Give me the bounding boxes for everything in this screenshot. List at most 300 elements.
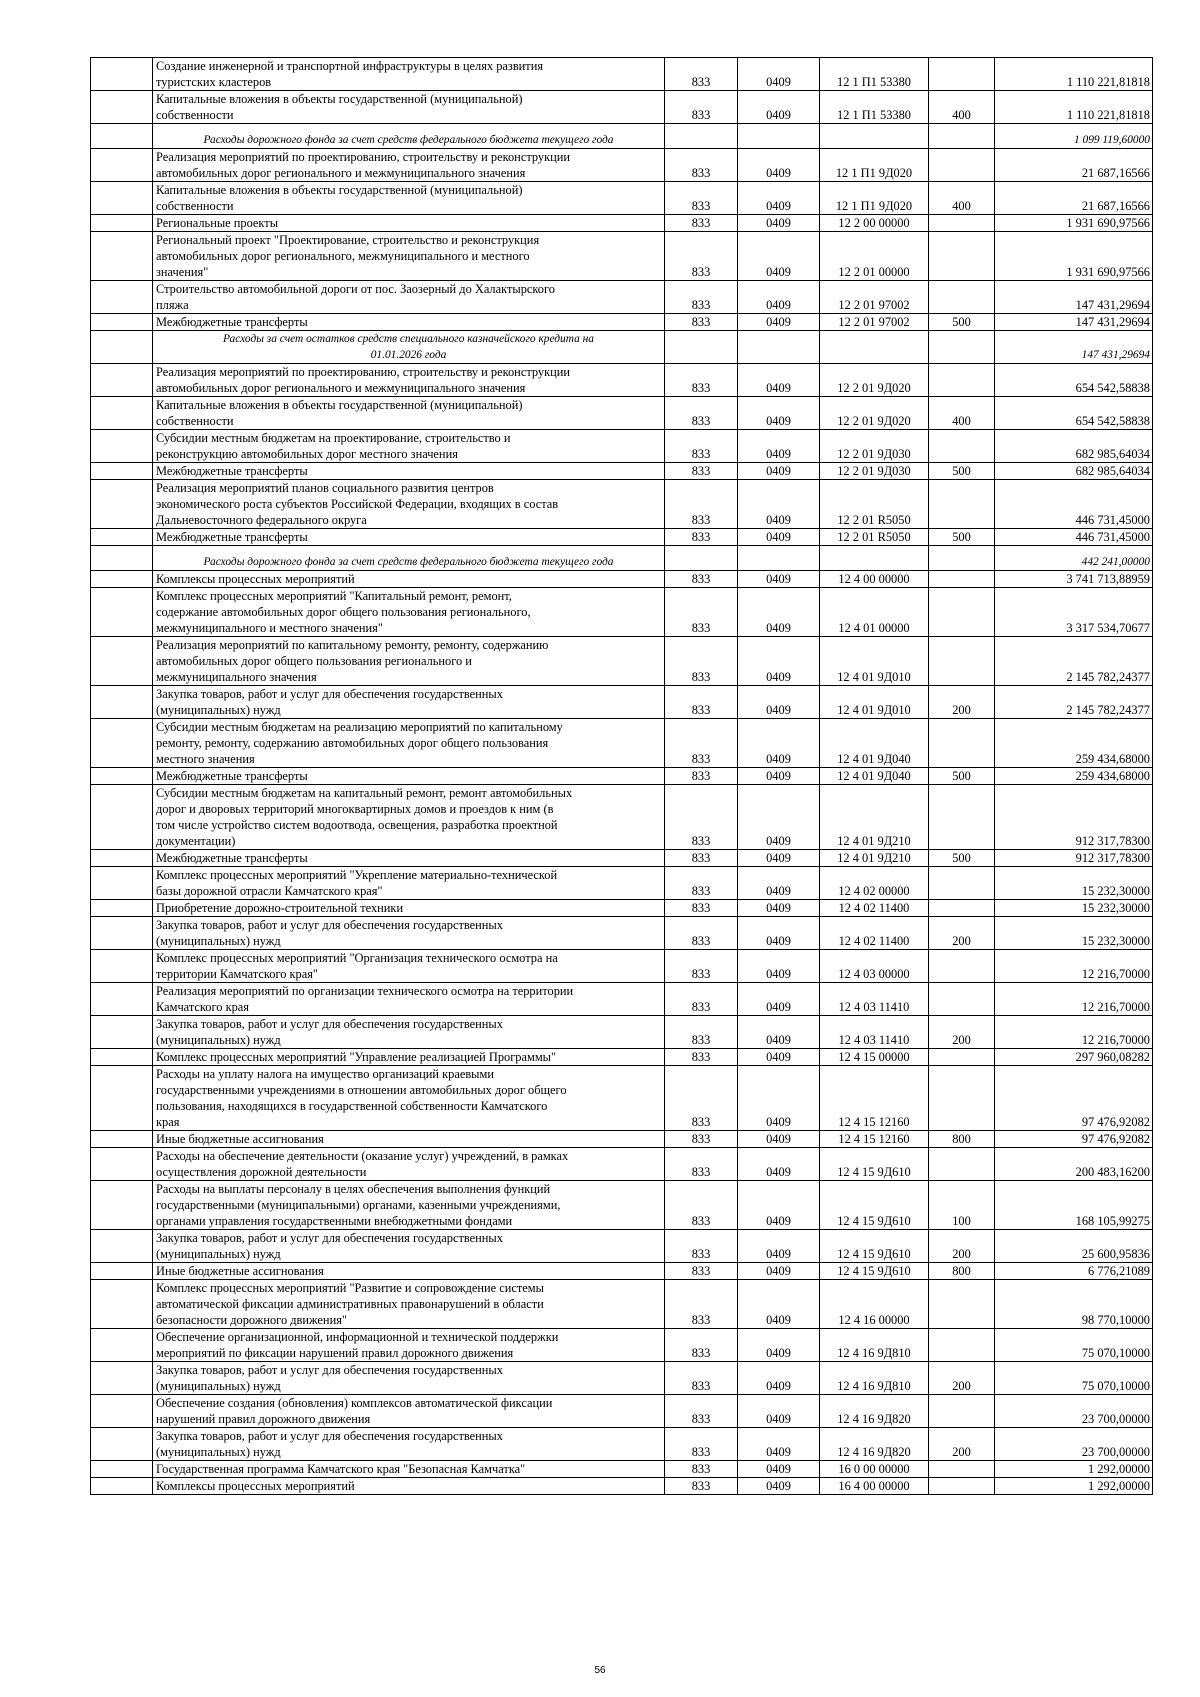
table-row — [91, 785, 1153, 850]
amount-cell: 1 931 690,97566 — [995, 215, 1153, 232]
target-article-cell: 12 4 03 11410 — [820, 1016, 929, 1049]
grbs-code-cell: 833 — [665, 900, 738, 917]
section-code-cell: 0409 — [738, 397, 820, 430]
section-code-cell: 0409 — [738, 1230, 820, 1263]
table-row — [91, 215, 1153, 232]
table-row — [91, 917, 1153, 950]
grbs-code-cell — [665, 331, 738, 364]
blank-cell — [91, 529, 153, 546]
section-code-cell: 0409 — [738, 182, 820, 215]
target-article-cell: 12 4 15 12160 — [820, 1066, 929, 1131]
table-row — [91, 58, 1153, 91]
blank-cell — [91, 232, 153, 281]
section-code-cell: 0409 — [738, 430, 820, 463]
blank-cell — [91, 1230, 153, 1263]
section-code-cell: 0409 — [738, 785, 820, 850]
expense-name-cell: Обеспечение создания (обновления) комплексов автоматической фиксации нарушений правил дорожного движения — [153, 1395, 665, 1428]
blank-cell — [91, 182, 153, 215]
target-article-cell: 12 4 15 00000 — [820, 1049, 929, 1066]
grbs-code-cell: 833 — [665, 917, 738, 950]
expense-name-cell: Субсидии местным бюджетам на проектирование, строительство и реконструкцию автомобильных дорог местного значения — [153, 430, 665, 463]
expense-name-cell: Обеспечение организационной, информационной и технической поддержки мероприятий по фиксации нарушений правил дорожного движения — [153, 1329, 665, 1362]
amount-cell: 15 232,30000 — [995, 917, 1153, 950]
table-row — [91, 719, 1153, 768]
expense-type-cell: 200 — [929, 1230, 995, 1263]
grbs-code-cell: 833 — [665, 571, 738, 588]
target-article-cell: 12 4 15 12160 — [820, 1131, 929, 1148]
target-article-cell: 12 4 15 9Д610 — [820, 1148, 929, 1181]
table-row — [91, 1016, 1153, 1049]
table-row — [91, 1362, 1153, 1395]
expense-type-cell — [929, 430, 995, 463]
amount-cell: 12 216,70000 — [995, 950, 1153, 983]
section-code-cell: 0409 — [738, 686, 820, 719]
amount-cell: 2 145 782,24377 — [995, 686, 1153, 719]
grbs-code-cell — [665, 546, 738, 571]
amount-cell: 15 232,30000 — [995, 900, 1153, 917]
expense-name-cell: Комплекс процессных мероприятий "Организация технического осмотра на территории Камчатского края" — [153, 950, 665, 983]
expense-type-cell: 200 — [929, 1016, 995, 1049]
grbs-code-cell — [665, 124, 738, 149]
blank-cell — [91, 917, 153, 950]
target-article-cell — [820, 331, 929, 364]
table-row — [91, 850, 1153, 867]
grbs-code-cell: 833 — [665, 397, 738, 430]
section-code-cell: 0409 — [738, 1428, 820, 1461]
section-code-cell: 0409 — [738, 1362, 820, 1395]
expense-name-cell: Реализация мероприятий по капитальному ремонту, ремонту, содержанию автомобильных дорог общего пользования регионального и межмуниципального значения — [153, 637, 665, 686]
expense-type-cell — [929, 950, 995, 983]
grbs-code-cell: 833 — [665, 1016, 738, 1049]
section-code-cell: 0409 — [738, 1016, 820, 1049]
target-article-cell: 12 4 16 9Д820 — [820, 1395, 929, 1428]
section-code-cell: 0409 — [738, 637, 820, 686]
amount-cell: 1 110 221,81818 — [995, 58, 1153, 91]
blank-cell — [91, 364, 153, 397]
blank-cell — [91, 571, 153, 588]
expense-type-cell — [929, 1461, 995, 1478]
target-article-cell: 12 4 16 9Д810 — [820, 1362, 929, 1395]
table-row — [91, 314, 1153, 331]
blank-cell — [91, 1148, 153, 1181]
expense-name-cell: Субсидии местным бюджетам на капитальный ремонт, ремонт автомобильных дорог и дворовых территорий многоквартирных домов и проездов к ним (в том числе устройство систем водоотвода, освещения, разработка проектной документации) — [153, 785, 665, 850]
expense-type-cell — [929, 232, 995, 281]
table-row — [91, 397, 1153, 430]
amount-cell: 1 292,00000 — [995, 1461, 1153, 1478]
amount-cell: 25 600,95836 — [995, 1230, 1153, 1263]
section-code-cell: 0409 — [738, 719, 820, 768]
expense-type-cell: 500 — [929, 463, 995, 480]
blank-cell — [91, 314, 153, 331]
expense-type-cell — [929, 331, 995, 364]
section-code-cell: 0409 — [738, 1148, 820, 1181]
section-code-cell: 0409 — [738, 91, 820, 124]
section-code-cell: 0409 — [738, 1049, 820, 1066]
grbs-code-cell: 833 — [665, 1362, 738, 1395]
section-code-cell: 0409 — [738, 281, 820, 314]
blank-cell — [91, 768, 153, 785]
amount-cell: 682 985,64034 — [995, 430, 1153, 463]
expense-name-cell: Межбюджетные трансферты — [153, 463, 665, 480]
expense-type-cell — [929, 480, 995, 529]
amount-cell: 147 431,29694 — [995, 281, 1153, 314]
expense-name-cell: Комплексы процессных мероприятий — [153, 1478, 665, 1495]
section-code-cell: 0409 — [738, 850, 820, 867]
expense-name-cell: Расходы на уплату налога на имущество организаций краевыми государственными учреждениями в отношении автомобильных дорог общего пользования, находящихся в государственной собственности Камчатского края — [153, 1066, 665, 1131]
table-row — [91, 463, 1153, 480]
target-article-cell: 12 4 03 00000 — [820, 950, 929, 983]
expense-type-cell — [929, 1049, 995, 1066]
amount-cell: 21 687,16566 — [995, 149, 1153, 182]
section-code-cell: 0409 — [738, 588, 820, 637]
table-row — [91, 281, 1153, 314]
expense-name-cell: Приобретение дорожно-строительной техники — [153, 900, 665, 917]
amount-cell: 446 731,45000 — [995, 480, 1153, 529]
expense-name-cell: Закупка товаров, работ и услуг для обеспечения государственных (муниципальных) нужд — [153, 1428, 665, 1461]
target-article-cell: 12 4 02 00000 — [820, 867, 929, 900]
expense-name-cell: Межбюджетные трансферты — [153, 529, 665, 546]
table-row — [91, 1230, 1153, 1263]
expense-type-cell: 200 — [929, 686, 995, 719]
expense-name-cell: Государственная программа Камчатского края "Безопасная Камчатка" — [153, 1461, 665, 1478]
amount-cell: 3 317 534,70677 — [995, 588, 1153, 637]
section-code-cell: 0409 — [738, 768, 820, 785]
blank-cell — [91, 983, 153, 1016]
grbs-code-cell: 833 — [665, 1181, 738, 1230]
target-article-cell: 12 4 02 11400 — [820, 917, 929, 950]
amount-cell: 12 216,70000 — [995, 1016, 1153, 1049]
blank-cell — [91, 900, 153, 917]
table-note-row — [91, 546, 1153, 571]
grbs-code-cell: 833 — [665, 58, 738, 91]
blank-cell — [91, 1016, 153, 1049]
table-row — [91, 1478, 1153, 1495]
grbs-code-cell: 833 — [665, 686, 738, 719]
expense-name-cell: Расходы на обеспечение деятельности (оказание услуг) учреждений, в рамках осуществления дорожной деятельности — [153, 1148, 665, 1181]
amount-cell: 98 770,10000 — [995, 1280, 1153, 1329]
table-note-row — [91, 124, 1153, 149]
grbs-code-cell: 833 — [665, 480, 738, 529]
expense-name-cell: Создание инженерной и транспортной инфраструктуры в целях развития туристских кластеров — [153, 58, 665, 91]
section-code-cell: 0409 — [738, 917, 820, 950]
grbs-code-cell: 833 — [665, 182, 738, 215]
target-article-cell: 12 2 01 97002 — [820, 281, 929, 314]
expense-name-cell: Закупка товаров, работ и услуг для обеспечения государственных (муниципальных) нужд — [153, 1016, 665, 1049]
expense-type-cell: 400 — [929, 182, 995, 215]
table-row — [91, 1181, 1153, 1230]
grbs-code-cell: 833 — [665, 232, 738, 281]
section-code-cell: 0409 — [738, 364, 820, 397]
section-code-cell: 0409 — [738, 58, 820, 91]
table-row — [91, 867, 1153, 900]
grbs-code-cell: 833 — [665, 983, 738, 1016]
target-article-cell: 12 4 16 9Д810 — [820, 1329, 929, 1362]
target-article-cell: 12 4 01 9Д210 — [820, 850, 929, 867]
expense-name-cell: Межбюджетные трансферты — [153, 768, 665, 785]
expense-name-cell: Региональный проект "Проектирование, строительство и реконструкция автомобильных дорог регионального, межмуниципального и местного значения" — [153, 232, 665, 281]
section-code-cell: 0409 — [738, 950, 820, 983]
target-article-cell: 16 4 00 00000 — [820, 1478, 929, 1495]
target-article-cell: 12 2 01 9Д020 — [820, 364, 929, 397]
blank-cell — [91, 1280, 153, 1329]
blank-cell — [91, 546, 153, 571]
section-code-cell: 0409 — [738, 983, 820, 1016]
amount-cell: 654 542,58838 — [995, 397, 1153, 430]
expense-name-cell: Закупка товаров, работ и услуг для обеспечения государственных (муниципальных) нужд — [153, 917, 665, 950]
expense-type-cell — [929, 1148, 995, 1181]
expense-type-cell: 800 — [929, 1263, 995, 1280]
expense-name-cell: Комплекс процессных мероприятий "Капитальный ремонт, ремонт, содержание автомобильных дорог общего пользования регионального, межмуниципального и местного значения" — [153, 588, 665, 637]
grbs-code-cell: 833 — [665, 950, 738, 983]
grbs-code-cell: 833 — [665, 637, 738, 686]
expense-name-cell: Строительство автомобильной дороги от пос. Заозерный до Халактырского пляжа — [153, 281, 665, 314]
grbs-code-cell: 833 — [665, 215, 738, 232]
section-code-cell — [738, 546, 820, 571]
target-article-cell: 12 2 01 97002 — [820, 314, 929, 331]
expense-name-cell: Реализация мероприятий планов социального развития центров экономического роста субъектов Российской Федерации, входящих в состав Дальневосточного федерального округа — [153, 480, 665, 529]
budget-table-body — [91, 58, 1153, 1495]
amount-cell: 3 741 713,88959 — [995, 571, 1153, 588]
target-article-cell: 12 2 00 00000 — [820, 215, 929, 232]
target-article-cell — [820, 124, 929, 149]
expense-name-cell: Закупка товаров, работ и услуг для обеспечения государственных (муниципальных) нужд — [153, 1230, 665, 1263]
expense-type-cell — [929, 281, 995, 314]
section-code-cell: 0409 — [738, 867, 820, 900]
target-article-cell: 12 4 01 9Д040 — [820, 719, 929, 768]
grbs-code-cell: 833 — [665, 91, 738, 124]
blank-cell — [91, 1329, 153, 1362]
amount-cell: 6 776,21089 — [995, 1263, 1153, 1280]
section-code-cell: 0409 — [738, 571, 820, 588]
grbs-code-cell: 833 — [665, 1461, 738, 1478]
budget-table — [90, 57, 1153, 1495]
section-code-cell: 0409 — [738, 463, 820, 480]
table-row — [91, 983, 1153, 1016]
grbs-code-cell: 833 — [665, 1131, 738, 1148]
target-article-cell: 12 4 15 9Д610 — [820, 1263, 929, 1280]
section-code-cell: 0409 — [738, 1329, 820, 1362]
target-article-cell: 12 2 01 9Д030 — [820, 463, 929, 480]
expense-name-cell: Межбюджетные трансферты — [153, 850, 665, 867]
section-code-cell: 0409 — [738, 1181, 820, 1230]
amount-cell: 259 434,68000 — [995, 768, 1153, 785]
expense-name-cell: Закупка товаров, работ и услуг для обеспечения государственных (муниципальных) нужд — [153, 686, 665, 719]
table-row — [91, 364, 1153, 397]
amount-cell: 442 241,00000 — [995, 546, 1153, 571]
amount-cell: 682 985,64034 — [995, 463, 1153, 480]
section-code-cell: 0409 — [738, 215, 820, 232]
expense-name-cell: Региональные проекты — [153, 215, 665, 232]
target-article-cell: 12 2 01 9Д020 — [820, 397, 929, 430]
grbs-code-cell: 833 — [665, 867, 738, 900]
blank-cell — [91, 91, 153, 124]
expense-type-cell — [929, 785, 995, 850]
expense-type-cell: 800 — [929, 1131, 995, 1148]
blank-cell — [91, 397, 153, 430]
expense-type-cell — [929, 364, 995, 397]
blank-cell — [91, 637, 153, 686]
blank-cell — [91, 1131, 153, 1148]
expense-type-cell — [929, 983, 995, 1016]
amount-cell: 12 216,70000 — [995, 983, 1153, 1016]
table-row — [91, 1395, 1153, 1428]
expense-name-cell: Иные бюджетные ассигнования — [153, 1131, 665, 1148]
expense-name-cell: Межбюджетные трансферты — [153, 314, 665, 331]
section-code-cell: 0409 — [738, 1478, 820, 1495]
grbs-code-cell: 833 — [665, 785, 738, 850]
expense-type-cell — [929, 1478, 995, 1495]
amount-cell: 1 292,00000 — [995, 1478, 1153, 1495]
expense-name-cell: Субсидии местным бюджетам на реализацию мероприятий по капитальному ремонту, ремонту, содержанию автомобильных дорог общего пользования местного значения — [153, 719, 665, 768]
blank-cell — [91, 1428, 153, 1461]
table-row — [91, 1428, 1153, 1461]
expense-type-cell — [929, 867, 995, 900]
expense-type-cell — [929, 1066, 995, 1131]
target-article-cell: 12 1 П1 9Д020 — [820, 149, 929, 182]
expense-type-cell — [929, 588, 995, 637]
section-code-cell: 0409 — [738, 529, 820, 546]
blank-cell — [91, 850, 153, 867]
grbs-code-cell: 833 — [665, 1066, 738, 1131]
grbs-code-cell: 833 — [665, 463, 738, 480]
blank-cell — [91, 480, 153, 529]
table-row — [91, 1066, 1153, 1131]
section-code-cell: 0409 — [738, 149, 820, 182]
expense-name-cell: Комплекс процессных мероприятий "Укрепление материально-технической базы дорожной отрасли Камчатского края" — [153, 867, 665, 900]
grbs-code-cell: 833 — [665, 1148, 738, 1181]
amount-cell: 97 476,92082 — [995, 1066, 1153, 1131]
blank-cell — [91, 1066, 153, 1131]
amount-cell: 1 099 119,60000 — [995, 124, 1153, 149]
table-note-row — [91, 331, 1153, 364]
blank-cell — [91, 950, 153, 983]
section-code-cell: 0409 — [738, 314, 820, 331]
grbs-code-cell: 833 — [665, 364, 738, 397]
blank-cell — [91, 124, 153, 149]
amount-cell: 912 317,78300 — [995, 850, 1153, 867]
section-code-cell: 0409 — [738, 900, 820, 917]
target-article-cell: 12 2 01 R5050 — [820, 529, 929, 546]
amount-cell: 200 483,16200 — [995, 1148, 1153, 1181]
expense-name-cell: Расходы дорожного фонда за счет средств федерального бюджета текущего года — [153, 124, 665, 149]
expense-name-cell: Иные бюджетные ассигнования — [153, 1263, 665, 1280]
expense-name-cell: Реализация мероприятий по проектированию, строительству и реконструкции автомобильных дорог регионального и межмуниципального значения — [153, 149, 665, 182]
expense-name-cell: Реализация мероприятий по проектированию, строительству и реконструкции автомобильных дорог регионального и межмуниципального значения — [153, 364, 665, 397]
expense-type-cell — [929, 1395, 995, 1428]
blank-cell — [91, 686, 153, 719]
table-row — [91, 149, 1153, 182]
grbs-code-cell: 833 — [665, 768, 738, 785]
section-code-cell: 0409 — [738, 1131, 820, 1148]
table-row — [91, 1280, 1153, 1329]
blank-cell — [91, 463, 153, 480]
target-article-cell: 12 4 00 00000 — [820, 571, 929, 588]
expense-name-cell: Капитальные вложения в объекты государственной (муниципальной) собственности — [153, 397, 665, 430]
expense-name-cell: Реализация мероприятий по организации технического осмотра на территории Камчатского края — [153, 983, 665, 1016]
amount-cell: 1 110 221,81818 — [995, 91, 1153, 124]
expense-type-cell: 200 — [929, 917, 995, 950]
amount-cell: 97 476,92082 — [995, 1131, 1153, 1148]
grbs-code-cell: 833 — [665, 314, 738, 331]
grbs-code-cell: 833 — [665, 1329, 738, 1362]
amount-cell: 654 542,58838 — [995, 364, 1153, 397]
table-row — [91, 900, 1153, 917]
blank-cell — [91, 1362, 153, 1395]
table-row — [91, 950, 1153, 983]
expense-name-cell: Комплексы процессных мероприятий — [153, 571, 665, 588]
expense-type-cell — [929, 1280, 995, 1329]
grbs-code-cell: 833 — [665, 1280, 738, 1329]
table-row — [91, 1148, 1153, 1181]
amount-cell: 21 687,16566 — [995, 182, 1153, 215]
target-article-cell: 12 4 15 9Д610 — [820, 1230, 929, 1263]
amount-cell: 446 731,45000 — [995, 529, 1153, 546]
expense-name-cell: Закупка товаров, работ и услуг для обеспечения государственных (муниципальных) нужд — [153, 1362, 665, 1395]
expense-type-cell — [929, 719, 995, 768]
blank-cell — [91, 331, 153, 364]
section-code-cell — [738, 124, 820, 149]
expense-type-cell: 500 — [929, 768, 995, 785]
amount-cell: 15 232,30000 — [995, 867, 1153, 900]
grbs-code-cell: 833 — [665, 281, 738, 314]
blank-cell — [91, 1478, 153, 1495]
table-row — [91, 686, 1153, 719]
expense-type-cell — [929, 546, 995, 571]
blank-cell — [91, 785, 153, 850]
blank-cell — [91, 588, 153, 637]
blank-cell — [91, 430, 153, 463]
grbs-code-cell: 833 — [665, 1428, 738, 1461]
section-code-cell: 0409 — [738, 1395, 820, 1428]
target-article-cell: 12 4 01 9Д210 — [820, 785, 929, 850]
expense-name-cell: Расходы дорожного фонда за счет средств федерального бюджета текущего года — [153, 546, 665, 571]
target-article-cell: 12 1 П1 9Д020 — [820, 182, 929, 215]
section-code-cell: 0409 — [738, 1066, 820, 1131]
expense-type-cell: 500 — [929, 850, 995, 867]
target-article-cell: 12 2 01 R5050 — [820, 480, 929, 529]
blank-cell — [91, 149, 153, 182]
blank-cell — [91, 215, 153, 232]
expense-type-cell: 400 — [929, 91, 995, 124]
blank-cell — [91, 1049, 153, 1066]
target-article-cell: 12 4 02 11400 — [820, 900, 929, 917]
grbs-code-cell: 833 — [665, 430, 738, 463]
expense-type-cell: 500 — [929, 314, 995, 331]
amount-cell: 168 105,99275 — [995, 1181, 1153, 1230]
target-article-cell: 16 0 00 00000 — [820, 1461, 929, 1478]
amount-cell: 259 434,68000 — [995, 719, 1153, 768]
expense-type-cell — [929, 149, 995, 182]
amount-cell: 912 317,78300 — [995, 785, 1153, 850]
expense-type-cell — [929, 1329, 995, 1362]
expense-type-cell — [929, 215, 995, 232]
grbs-code-cell: 833 — [665, 850, 738, 867]
expense-name-cell: Капитальные вложения в объекты государственной (муниципальной) собственности — [153, 182, 665, 215]
expense-type-cell — [929, 900, 995, 917]
table-row — [91, 529, 1153, 546]
expense-type-cell — [929, 571, 995, 588]
table-row — [91, 430, 1153, 463]
expense-name-cell: Комплекс процессных мероприятий "Управление реализацией Программы" — [153, 1049, 665, 1066]
table-row — [91, 571, 1153, 588]
section-code-cell: 0409 — [738, 480, 820, 529]
amount-cell: 23 700,00000 — [995, 1428, 1153, 1461]
expense-name-cell: Расходы на выплаты персоналу в целях обеспечения выполнения функций государственными (муниципальными) органами, казенными учреждениями, органами управления государственными внебюджетными фондами — [153, 1181, 665, 1230]
target-article-cell: 12 4 15 9Д610 — [820, 1181, 929, 1230]
table-row — [91, 91, 1153, 124]
section-code-cell: 0409 — [738, 1263, 820, 1280]
grbs-code-cell: 833 — [665, 1049, 738, 1066]
